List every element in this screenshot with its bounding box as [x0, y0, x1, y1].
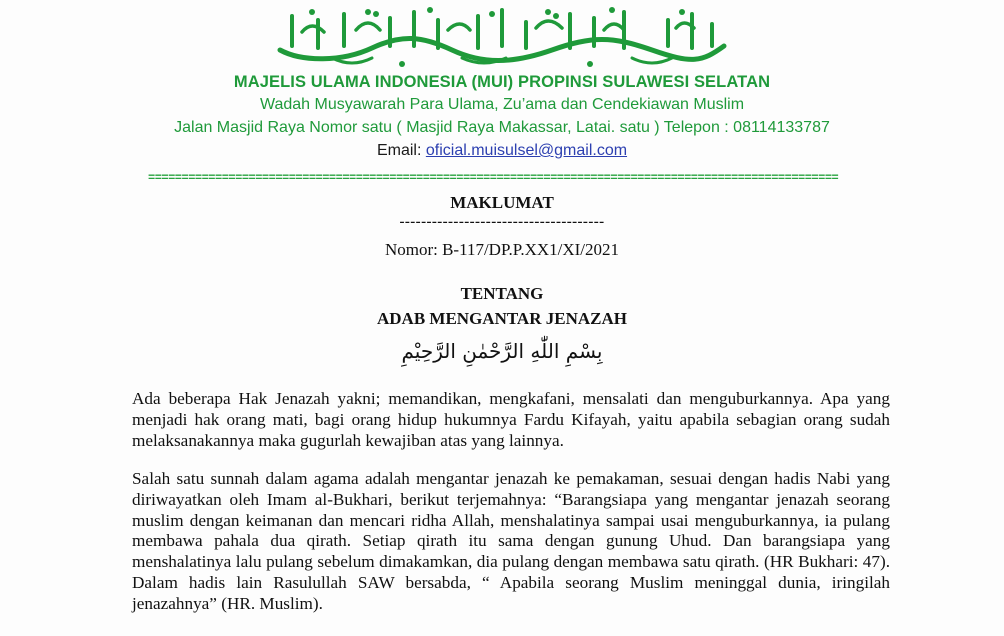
letterhead-divider: =======================================================================================================	[148, 171, 839, 185]
org-tagline: Wadah Musyawarah Para Ulama, Zu’ama dan Cendekiawan Muslim	[259, 96, 745, 113]
arabic-calligraphy-logo	[272, 6, 732, 68]
subject-label: TENTANG	[460, 284, 544, 303]
email-link[interactable]: oficial.muisulsel@gmail.com	[425, 142, 628, 159]
subject-title: ADAB MENGANTAR JENAZAH	[377, 309, 627, 328]
org-address: Jalan Masjid Raya Nomor satu ( Masjid Raya Makassar, Latai. satu ) Telepon : 08114133787	[174, 119, 830, 136]
basmalah: بِسْمِ اللّٰهِ الرَّحْمٰنِ الرَّحِيْمِ	[401, 339, 603, 363]
document-title: MAKLUMAT	[450, 193, 554, 212]
org-email-line	[0, 139, 1004, 162]
title-underline: --------------------------------------	[399, 214, 605, 230]
paragraph: Ada beberapa Hak Jenazah yakni; memandikan, mengkafani, mensalati dan menguburkannya. Apa yang menjadi hak orang mati, bagi orang hidup hukumnya Fardu Kifayah, yaitu apabila sebagian orang sudah melaksanakannya maka gugurlah kewajiban atas yang lainnya.	[132, 389, 890, 450]
email-label: Email:	[376, 142, 426, 159]
paragraph: Salah satu sunnah dalam agama adalah mengantar jenazah ke pemakaman, sesuai dengan hadis Nabi yang diriwayatkan oleh Imam al-Bukhari, berikut terjemahnya: “Barangsiapa yang mengantar jenazah seorang muslim dengan keimanan dan mencari ridha Allah, menshalatinya sampai usai menguburkannya, ia pulang membawa pahala dua qirath. Setiap qirath itu sama dengan gunung Uhud. Dan barangsiapa yang menshalatinya lalu pulang sebelum dimakamkan, dia pulang dengan membawa satu qirath. (HR Bukhari: 47). Dalam hadis lain Rasulullah SAW bersabda, “ Apabila seorang Muslim meninggal dunia, iringilah jenazahnya” (HR. Muslim).	[132, 469, 890, 613]
org-name: MAJELIS ULAMA INDONESIA (MUI) PROPINSI SULAWESI SELATAN	[233, 73, 771, 91]
letterhead	[0, 6, 1004, 162]
document-number: Nomor: B-117/DP.P.XX1/XI/2021	[384, 240, 620, 259]
